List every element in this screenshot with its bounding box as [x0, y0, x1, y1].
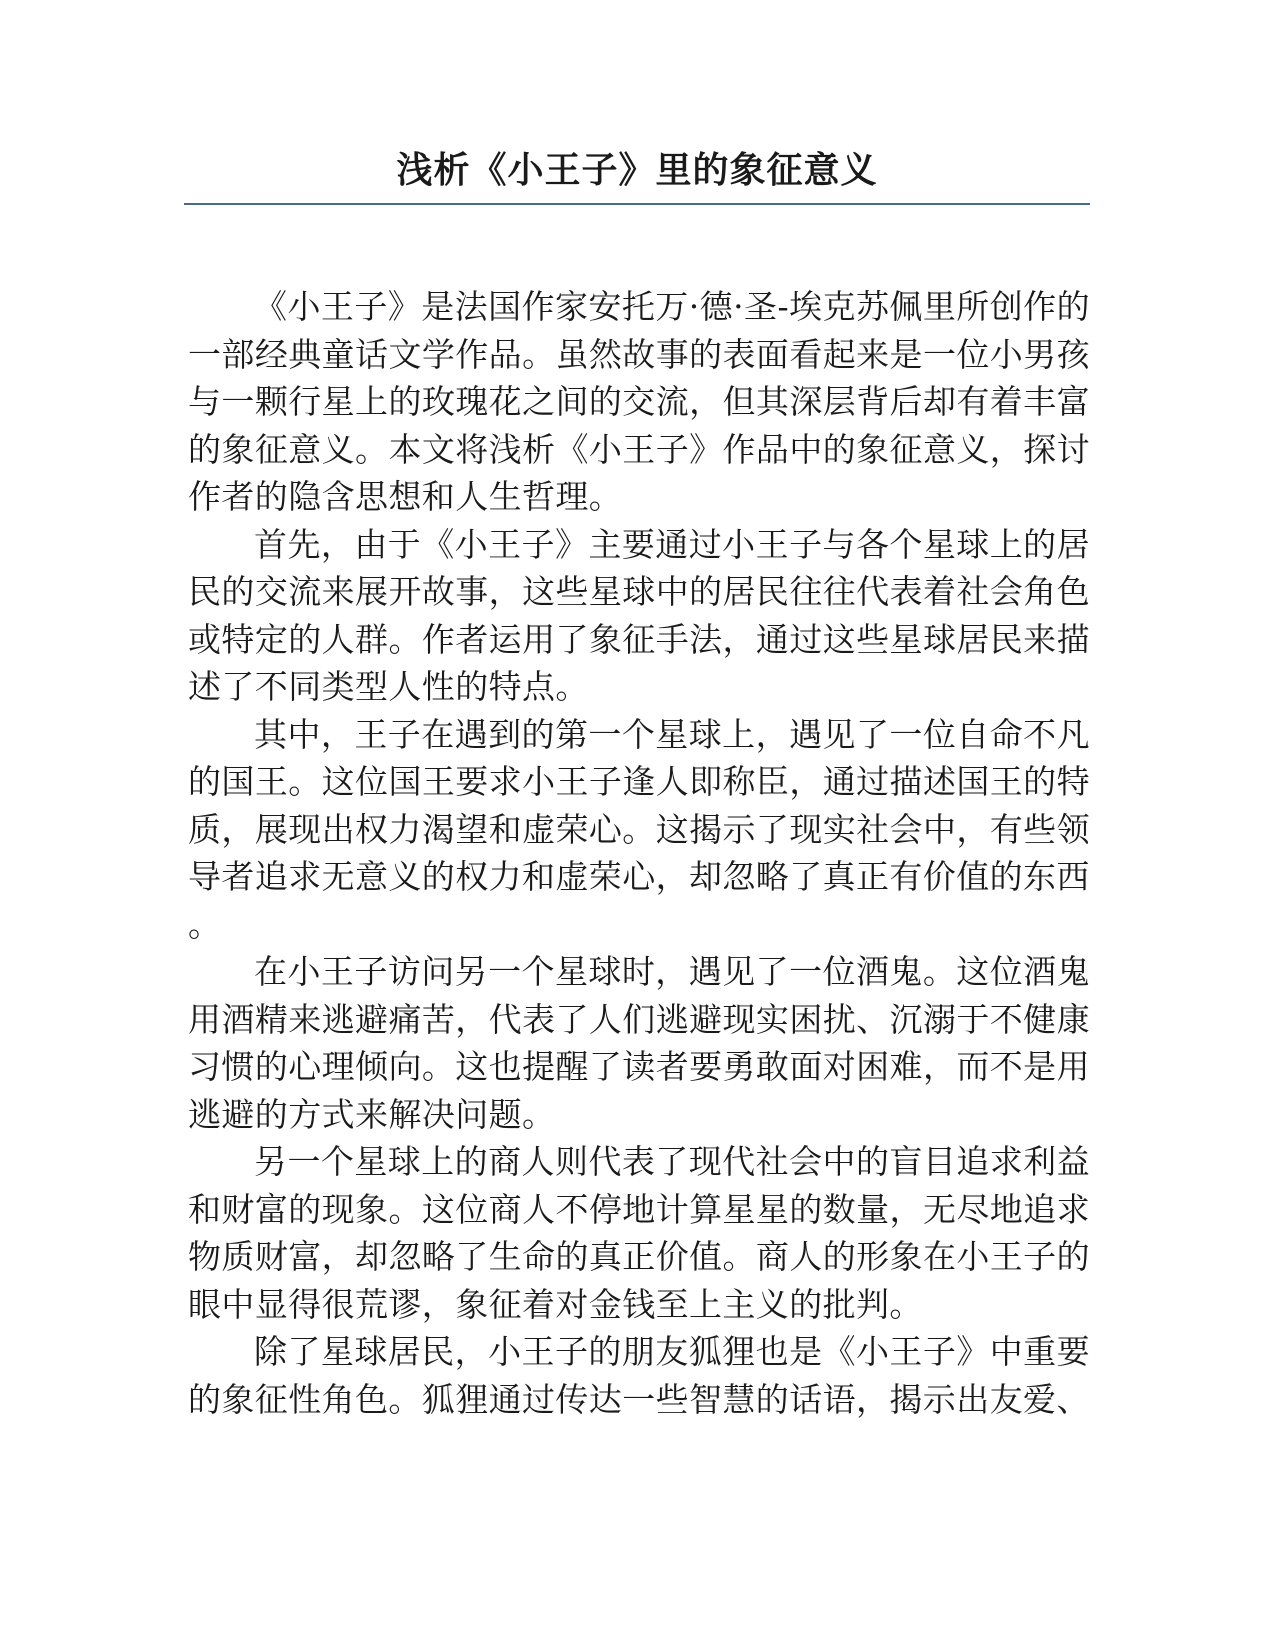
paragraph-king — [188, 711, 1090, 949]
paragraph-fox: 除了星球居民，小王子的朋友狐狸也是《小王子》中重要的象征性角色。狐狸通过传达一些智慧的话语，揭示出友爱、 — [188, 1332, 1090, 1419]
paragraph-king-text: 其中，王子在遇到的第一个星球上，遇见了一位自命不凡的国王。这位国王要求小王子逢人即称臣，通过描述国王的特质，展现出权力渴望和虚荣心。这揭示了现实社会中，有些领导者追求无意义的权力和虚荣心，却忽略了真正有价值的东西 — [188, 714, 1090, 896]
paragraph-first: 首先，由于《小王子》主要通过小王子与各个星球上的居民的交流来展开故事，这些星球中的居民往往代表着社会角色或特定的人群。作者运用了象征手法，通过这些星球居民来描述了不同类型人性的特点。 — [188, 524, 1090, 706]
paragraph-businessman: 另一个星球上的商人则代表了现代社会中的盲目追求利益和财富的现象。这位商人不停地计算星星的数量，无尽地追求物质财富，却忽略了生命的真正价值。商人的形象在小王子的眼中显得很荒谬，象征着对金钱至上主义的批判。 — [188, 1142, 1090, 1324]
paragraph-intro: 《小王子》是法国作家安托万·德·圣-埃克苏佩里所创作的一部经典童话文学作品。虽然故事的表面看起来是一位小男孩与一颗行星上的玫瑰花之间的交流，但其深层背后却有着丰富的象征意义。本文将浅析《小王子》作品中的象征意义，探讨作者的隐含思想和人生哲理。 — [188, 287, 1090, 516]
document-body — [188, 283, 1090, 1423]
paragraph-king-period: 。 — [188, 904, 222, 944]
paragraph-drunkard: 在小王子访问另一个星球时，遇见了一位酒鬼。这位酒鬼用酒精来逃避痛苦，代表了人们逃避现实困扰、沉溺于不健康习惯的心理倾向。这也提醒了读者要勇敢面对困难，而不是用逃避的方式来解决问题。 — [188, 952, 1090, 1134]
title-divider — [184, 203, 1090, 205]
page-title: 浅析《小王子》里的象征意义 — [396, 149, 878, 191]
